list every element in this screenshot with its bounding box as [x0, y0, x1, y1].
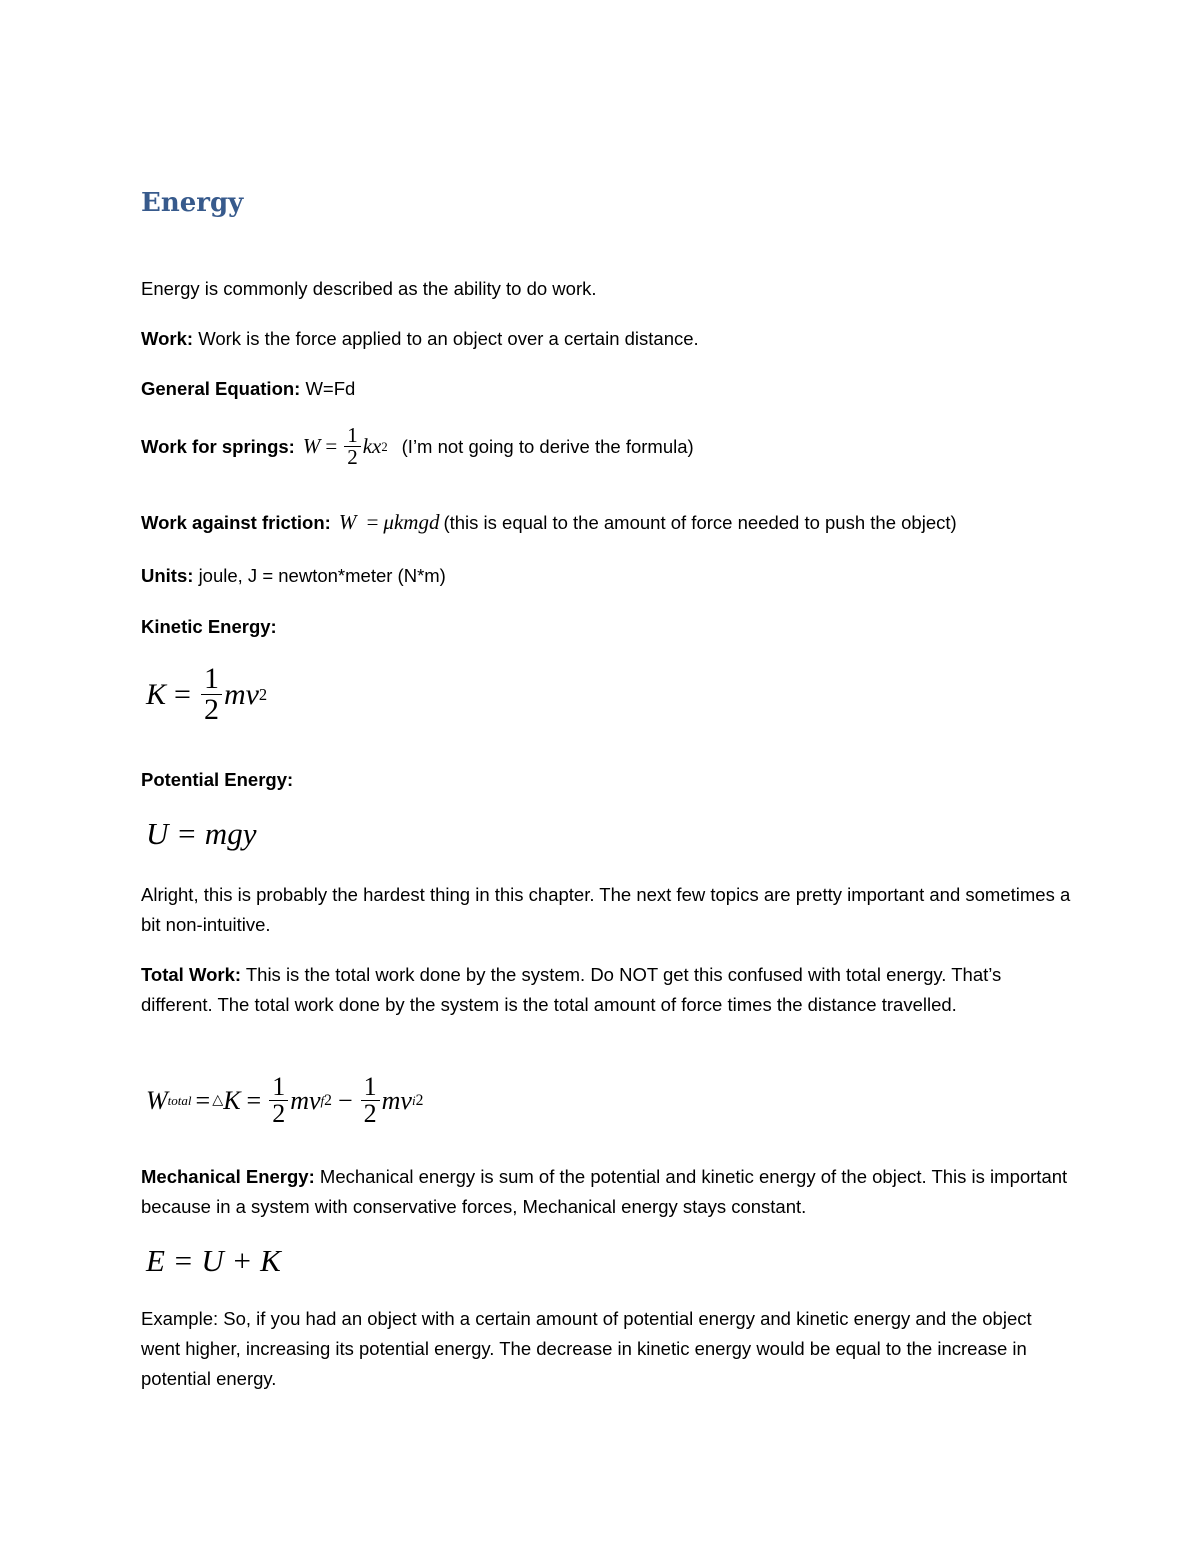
- total-work-equals-2: =: [246, 1085, 262, 1115]
- total-work-minus: −: [337, 1085, 353, 1115]
- transition-paragraph: Alright, this is probably the hardest thing in this chapter. The next few topics are pretty important and sometimes a bit non-intuitive.: [141, 884, 1071, 935]
- total-work-label: Total Work:: [141, 964, 242, 985]
- units-text: joule, J = newton*meter (N*m): [198, 565, 446, 586]
- springs-label: Work for springs:: [141, 435, 295, 457]
- total-work-mvi: mv: [381, 1085, 412, 1115]
- total-work-mvf: mv: [290, 1085, 321, 1115]
- mechanical-text: Mechanical energy is sum of the potential and kinetic energy of the object. This is important because in a system with conservative forces, Mechanical energy stays constant.: [141, 1166, 1068, 1217]
- work-text: Work is the force applied to an object over a certain distance.: [198, 328, 699, 349]
- total-work-fraction-2: [361, 1074, 380, 1127]
- kinetic-fraction: [201, 664, 222, 725]
- springs-note: (I’m not going to derive the formula): [401, 435, 694, 457]
- total-work-numerator-1: 1: [272, 1072, 286, 1101]
- friction-equals: =: [366, 510, 379, 534]
- total-work-fraction-1: [269, 1074, 288, 1127]
- mechanical-paragraph: [141, 1162, 1071, 1222]
- springs-equals: =: [325, 434, 338, 458]
- springs-fraction: [344, 425, 361, 468]
- example-paragraph: [141, 1304, 1071, 1394]
- potential-formula: U = mgy: [146, 816, 257, 851]
- springs-kx: kx: [362, 434, 382, 458]
- total-work-w: W: [146, 1085, 168, 1115]
- total-work-k: K: [223, 1085, 241, 1115]
- total-work-denominator-2: 2: [363, 1099, 377, 1128]
- kinetic-numerator: 1: [203, 662, 219, 695]
- total-work-paragraph: [141, 960, 1071, 1020]
- friction-mu: μ: [383, 510, 394, 534]
- kinetic-heading: [141, 612, 277, 642]
- potential-heading: [141, 765, 293, 795]
- friction-note: (this is equal to the amount of force needed to push the object): [443, 512, 957, 533]
- friction-w: W: [338, 510, 357, 534]
- total-work-numerator-2: 1: [363, 1072, 377, 1101]
- kinetic-label: Kinetic Energy:: [141, 616, 277, 637]
- example-label: Example:: [141, 1308, 219, 1329]
- springs-numerator: 1: [347, 423, 358, 447]
- springs-line: [141, 425, 694, 468]
- page-title: Energy: [141, 188, 244, 218]
- springs-w: W: [302, 434, 321, 458]
- total-work-text: This is the total work done by the system. Do NOT get this confused with total energy. That’s different. The total work done by the system is the total amount of force times the distance travelled.: [141, 964, 1002, 1015]
- example-text: So, if you had an object with a certain amount of potential energy and kinetic energy and the object went higher, increasing its potential energy. The decrease in kinetic energy would be equal to the increase in potential energy.: [141, 1308, 1032, 1389]
- potential-label: Potential Energy:: [141, 769, 294, 790]
- units-label: Units:: [141, 565, 194, 586]
- total-work-formula: W total = △ K = $\frac{1}{2}$ mv f 2 − $\frac{1}{2}$ mv i 2: [146, 1072, 424, 1128]
- kinetic-k: K: [146, 677, 167, 711]
- kinetic-equals: =: [174, 677, 191, 711]
- work-definition: [141, 324, 699, 354]
- delta-icon: △: [212, 1092, 224, 1108]
- kinetic-denominator: 2: [203, 693, 219, 726]
- mechanical-label: Mechanical Energy:: [141, 1166, 315, 1187]
- general-equation: [141, 374, 355, 404]
- mechanical-formula: E = U + K: [146, 1243, 281, 1278]
- friction-formula: [339, 507, 440, 537]
- units-line: [141, 561, 446, 591]
- intro-text: Energy is commonly described as the ability to do work.: [141, 278, 597, 299]
- friction-rest: kmgd: [393, 510, 440, 534]
- total-work-denominator-1: 2: [272, 1099, 286, 1128]
- friction-line: [141, 507, 957, 538]
- work-label: Work:: [141, 328, 194, 349]
- springs-denominator: 2: [347, 445, 358, 469]
- friction-label: Work against friction:: [141, 512, 331, 533]
- total-work-equals-1: =: [195, 1085, 211, 1115]
- general-equation-text: W=Fd: [305, 378, 356, 399]
- kinetic-mv: mv: [223, 677, 259, 711]
- general-equation-label: General Equation:: [141, 378, 301, 399]
- kinetic-formula: K = $\frac{1}{2}$ mv 2: [146, 662, 268, 726]
- springs-formula: W = $\frac{1}{2}$ kx 2: [302, 423, 388, 469]
